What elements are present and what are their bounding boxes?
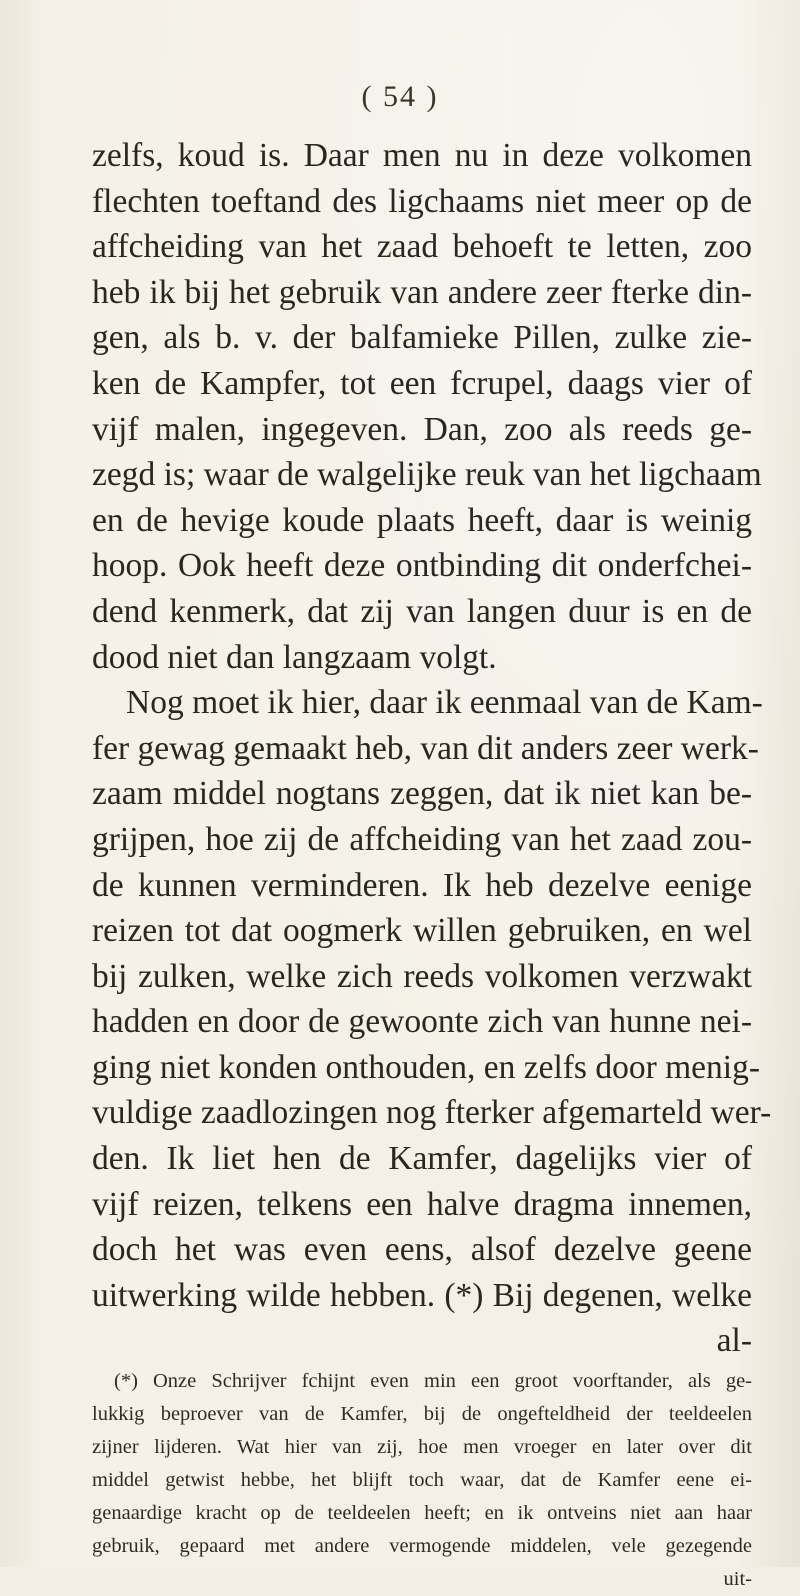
- body-line: vuldige zaadlozingen nog fterker afgemarteld wer-: [92, 1094, 772, 1132]
- page-number: ( 54 ): [361, 80, 439, 113]
- catchword: al-: [716, 1322, 752, 1360]
- body-line: zaam middel nogtans zeggen, dat ik niet kan be-: [92, 775, 752, 813]
- body-line: en de hevige koude plaats heeft, daar is weinig: [92, 501, 752, 539]
- body-line: fer gewag gemaakt heb, van dit anders zeer werk-: [92, 729, 759, 767]
- body-line: hadden en door de gewoonte zich van hunne nei-: [92, 1003, 752, 1041]
- body-line: dood niet dan langzaam volgt.: [92, 638, 497, 676]
- footnote-line: zijner lijderen. Wat hier van zij, hoe men vroeger en later over dit: [92, 1436, 752, 1458]
- body-line: ging niet konden onthouden, en zelfs door menig-: [92, 1048, 760, 1086]
- body-line: zegd is; waar de walgelijke reuk van het ligchaam: [92, 456, 762, 494]
- body-line: den. Ik liet hen de Kamfer, dagelijks vier of: [92, 1140, 752, 1178]
- body-line: dend kenmerk, dat zij van langen duur is en de: [92, 592, 752, 630]
- body-text: [92, 133, 772, 1364]
- body-line: hoop. Ook heeft deze ontbinding dit onderfchei-: [92, 547, 752, 585]
- body-line: grijpen, hoe zij de affcheiding van het zaad zou-: [92, 820, 752, 858]
- body-line: doch het was even eens, alsof dezelve geene: [92, 1231, 752, 1269]
- body-line: affcheiding van het zaad behoeft te letten, zoo: [92, 228, 752, 266]
- body-line: uitwerking wilde hebben. (*) Bij degenen, welke: [92, 1276, 752, 1314]
- body-line: vijf reizen, telkens een halve dragma innemen,: [92, 1185, 752, 1223]
- footnote: [92, 1365, 752, 1596]
- body-line: reizen tot dat oogmerk willen gebruiken, en wel: [92, 912, 752, 950]
- body-line: heb ik bij het gebruik van andere zeer fterke din-: [92, 273, 752, 311]
- body-line: vijf malen, ingegeven. Dan, zoo als reeds ge-: [92, 410, 752, 448]
- body-line: de kunnen verminderen. Ik heb dezelve eenige: [92, 866, 752, 904]
- body-line: zelfs, koud is. Daar men nu in deze volkomen: [92, 137, 752, 174]
- footnote-line: middel getwist hebbe, het blijft toch waar, dat de Kamfer eene ei-: [92, 1469, 752, 1491]
- body-line: Nog moet ik hier, daar ik eenmaal van de Kam-: [126, 684, 763, 722]
- footnote-line: lukkig beproever van de Kamfer, bij de ongefteldheid der teeldeelen: [92, 1403, 752, 1425]
- body-line: bij zulken, welke zich reeds volkomen verzwakt: [92, 957, 752, 995]
- body-line: ken de Kampfer, tot een fcrupel, daags vier of: [92, 364, 752, 402]
- footnote-line: gebruik, gepaard met andere vermogende middelen, vele gezegende: [92, 1535, 752, 1557]
- footnote-line: (*) Onze Schrijver fchijnt even min een groot voorftander, als ge-: [114, 1370, 752, 1392]
- footnote-catchword: uit-: [723, 1568, 752, 1590]
- body-line: flechten toeftand des ligchaams niet meer op de: [92, 182, 752, 220]
- footnote-line: genaardige kracht op de teeldeelen heeft; en ik ontveins niet aan haar: [92, 1502, 752, 1524]
- body-line: gen, als b. v. der balfamieke Pillen, zulke zie-: [92, 319, 752, 357]
